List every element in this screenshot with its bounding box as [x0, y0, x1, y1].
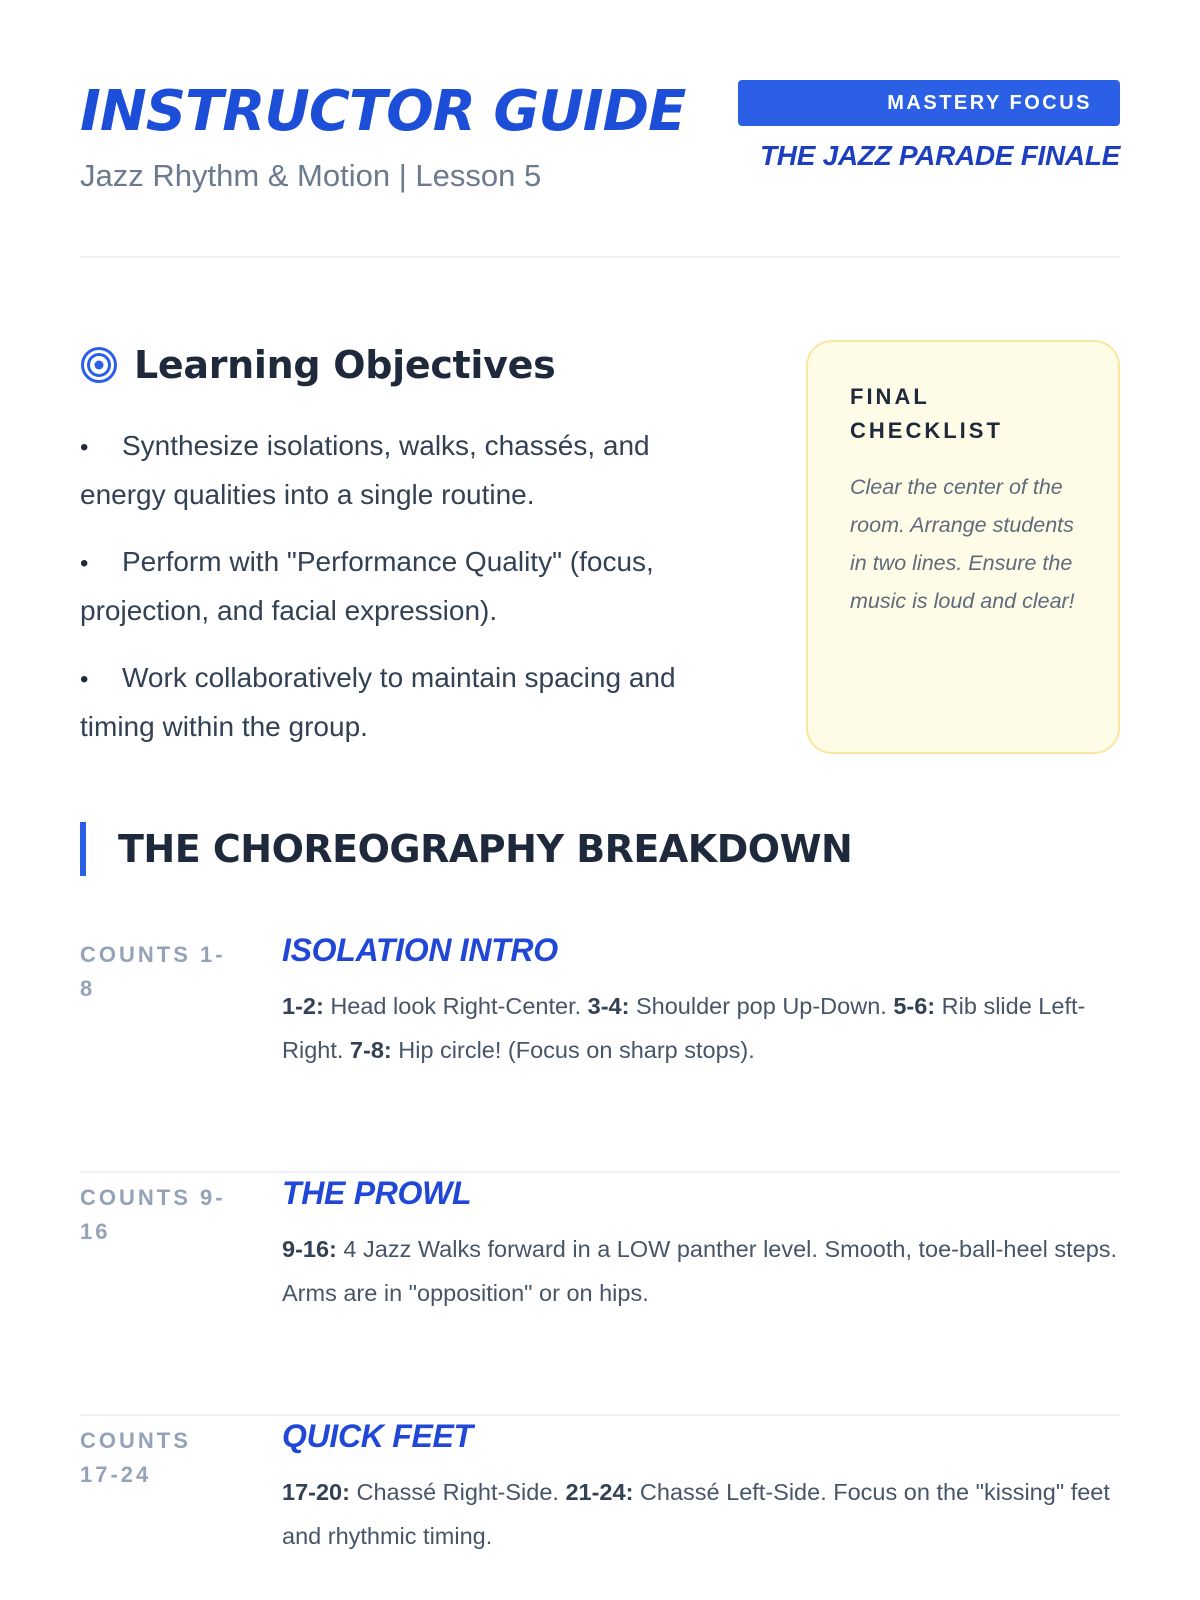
step-text: Head look Right-Center.: [323, 993, 588, 1019]
step-label: 17-20:: [282, 1479, 350, 1505]
guide-title: INSTRUCTOR GUIDE: [80, 79, 686, 144]
finale-title: THE JAZZ PARADE FINALE: [760, 140, 1120, 171]
checklist-title: FINAL CHECKLIST: [850, 384, 1003, 443]
segment-name: QUICK FEET: [282, 1418, 473, 1454]
step-label: 21-24:: [565, 1479, 634, 1505]
objectives-list: [80, 422, 740, 750]
segment-name: THE PROWL: [282, 1175, 472, 1211]
objectives-heading: [80, 340, 740, 390]
objective-item: [80, 538, 740, 634]
guide-header: [80, 0, 1120, 258]
choreography-segment: [80, 930, 1120, 1173]
learning-objectives: [80, 340, 740, 770]
segment-counts: COUNTS 17-24: [80, 1428, 191, 1487]
step-label: 7-8:: [349, 1037, 392, 1063]
step-text: Rib slide Left-Right.: [282, 993, 1086, 1063]
step-text: Chassé Right-Side.: [349, 1479, 566, 1505]
bullet-icon: •: [80, 666, 89, 693]
step-label: 1-2:: [282, 993, 324, 1019]
bullet-icon: •: [80, 550, 89, 577]
objectives-heading-text: Learning Objectives: [134, 343, 556, 387]
choreography-segments: [80, 930, 1120, 1600]
step-label: 3-4:: [587, 993, 630, 1019]
choreography-segment: [80, 1416, 1120, 1600]
step-text: Chassé Left-Side. Focus on the "kissing" feet and rhythmic timing.: [282, 1479, 1110, 1549]
choreography-heading: THE CHOREOGRAPHY BREAKDOWN: [80, 822, 852, 876]
choreography-segment: [80, 1173, 1120, 1416]
bullet-icon: •: [80, 434, 89, 461]
mastery-focus-badge: MASTERY FOCUS: [738, 80, 1120, 126]
segment-content: [282, 1173, 1120, 1315]
objective-item: [80, 422, 740, 518]
segment-name: ISOLATION INTRO: [282, 932, 558, 968]
segment-counts: COUNTS 9-16: [80, 1185, 226, 1244]
step-label: 9-16:: [282, 1236, 337, 1262]
objective-text: Perform with "Performance Quality" (focus, projection, and facial expression).: [80, 546, 654, 626]
objective-text: Work collaboratively to maintain spacing and timing within the group.: [80, 662, 676, 742]
final-checklist-card: [806, 340, 1120, 754]
objective-item: [80, 654, 740, 750]
step-text: 4 Jazz Walks forward in a LOW panther level. Smooth, toe-ball-heel steps. Arms are in "opposition" or on hips.: [282, 1236, 1118, 1306]
guide-subtitle: Jazz Rhythm & Motion | Lesson 5: [80, 158, 542, 193]
target-icon: [80, 346, 118, 384]
checklist-body: Clear the center of the room. Arrange students in two lines. Ensure the music is loud and clear!: [850, 475, 1075, 613]
segment-counts: COUNTS 1-8: [80, 942, 226, 1001]
segment-content: [282, 930, 1120, 1072]
segment-description: [282, 1227, 1120, 1315]
segment-content: [282, 1416, 1120, 1558]
segment-description: [282, 1470, 1120, 1558]
objective-text: Synthesize isolations, walks, chassés, and energy qualities into a single routine.: [80, 430, 650, 510]
segment-description: [282, 984, 1120, 1072]
step-text: Shoulder pop Up-Down.: [629, 993, 894, 1019]
step-text: Hip circle! (Focus on sharp stops).: [391, 1037, 755, 1063]
step-label: 5-6:: [893, 993, 936, 1019]
